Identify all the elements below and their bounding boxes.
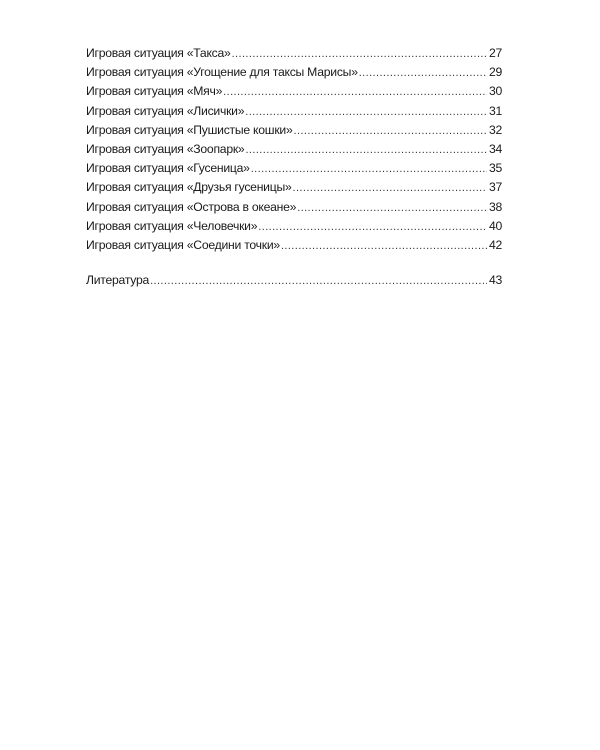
toc-entry (86, 159, 502, 178)
toc-entry (86, 217, 502, 236)
table-of-contents (86, 44, 502, 290)
toc-entry-title: Игровая ситуация «Друзья гусеницы» (86, 180, 292, 195)
toc-entry-title: Игровая ситуация «Человечки» (86, 218, 258, 233)
toc-dot-leader (359, 64, 487, 83)
toc-entry-page: 38 (488, 199, 502, 214)
toc-entry-title: Игровая ситуация «Гусеница» (86, 161, 250, 176)
toc-entry-page: 42 (488, 237, 502, 252)
toc-entry (86, 140, 502, 159)
toc-entry (86, 82, 502, 101)
toc-entry-page: 43 (488, 273, 502, 288)
toc-entry-page: 35 (488, 161, 502, 176)
toc-entry-title: Игровая ситуация «Пушистые кошки» (86, 122, 293, 137)
toc-dot-leader (251, 160, 487, 179)
toc-entry-literature (86, 271, 502, 290)
toc-dot-leader (293, 179, 487, 198)
toc-entry (86, 63, 502, 82)
toc-entry-title: Игровая ситуация «Лисички» (86, 103, 245, 118)
toc-entry-title: Литература (86, 273, 150, 288)
toc-dot-leader (150, 272, 487, 291)
toc-entry-title: Игровая ситуация «Соедини точки» (86, 237, 280, 252)
toc-entry-title: Игровая ситуация «Такса» (86, 46, 231, 60)
toc-entry-page: 30 (488, 84, 502, 99)
toc-entry-page: 32 (488, 122, 502, 137)
toc-dot-leader (294, 122, 487, 141)
toc-section-gap (86, 255, 502, 271)
toc-entry-page: 37 (488, 180, 502, 195)
toc-dot-leader (232, 45, 487, 64)
toc-entry-title: Игровая ситуация «Мяч» (86, 84, 223, 99)
toc-dot-leader (245, 103, 487, 122)
toc-entry-page: 27 (488, 46, 502, 60)
toc-dot-leader (281, 237, 487, 256)
toc-entry (86, 121, 502, 140)
toc-entry-page: 29 (488, 65, 502, 80)
toc-dot-leader (258, 218, 487, 237)
toc-entry (86, 102, 502, 121)
toc-dot-leader (297, 199, 487, 218)
toc-dot-leader (245, 141, 487, 160)
toc-entry (86, 44, 502, 63)
toc-entry-page: 34 (488, 141, 502, 156)
toc-entry (86, 236, 502, 255)
toc-entry-page: 31 (488, 103, 502, 118)
toc-entry-title: Игровая ситуация «Угощение для таксы Марисы» (86, 65, 358, 80)
toc-dot-leader (223, 83, 487, 102)
toc-entry (86, 198, 502, 217)
toc-entry-page: 40 (488, 218, 502, 233)
toc-entry (86, 178, 502, 197)
toc-entry-title: Игровая ситуация «Острова в океане» (86, 199, 297, 214)
toc-entry-title: Игровая ситуация «Зоопарк» (86, 141, 245, 156)
